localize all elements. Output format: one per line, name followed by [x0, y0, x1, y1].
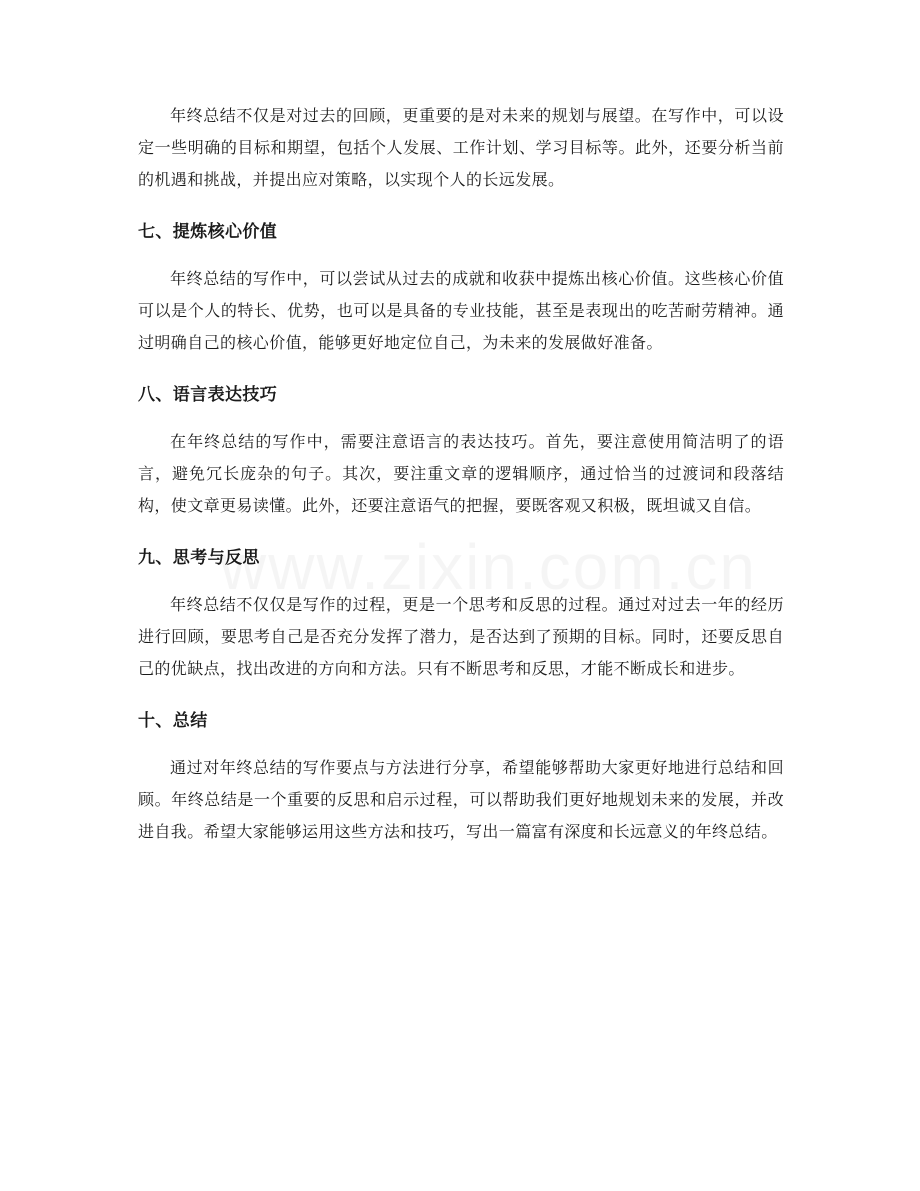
- section-heading-7: 七、提炼核心价值: [138, 222, 278, 242]
- document-content: [138, 100, 784, 848]
- section-paragraph-7: 年终总结的写作中，可以尝试从过去的成就和收获中提炼出核心价值。这些核心价值可以是个人的特长、优势，也可以是具备的专业技能，甚至是表现出的吃苦耐劳精神。通过明确自己的核心价值，能够更好地定位自己，为未来的发展做好准备。: [138, 269, 784, 352]
- section-heading-10: 十、总结: [138, 711, 208, 731]
- section-paragraph-10: 通过对年终总结的写作要点与方法进行分享，希望能够帮助大家更好地进行总结和回顾。年终总结是一个重要的反思和启示过程，可以帮助我们更好地规划未来的发展，并改进自我。希望大家能够运用这些方法和技巧，写出一篇富有深度和长远意义的年终总结。: [138, 758, 784, 841]
- section-heading-9: 九、思考与反思: [138, 548, 260, 568]
- section-heading-8: 八、语言表达技巧: [138, 385, 278, 405]
- section-paragraph-9: 年终总结不仅仅是写作的过程，更是一个思考和反思的过程。通过对过去一年的经历进行回顾，要思考自己是否充分发挥了潜力，是否达到了预期的目标。同时，还要反思自己的优缺点，找出改进的方向和方法。只有不断思考和反思，才能不断成长和进步。: [138, 595, 784, 678]
- intro-paragraph: 年终总结不仅是对过去的回顾，更重要的是对未来的规划与展望。在写作中，可以设定一些明确的目标和期望，包括个人发展、工作计划、学习目标等。此外，还要分析当前的机遇和挑战，并提出应对策略，以实现个人的长远发展。: [138, 106, 784, 189]
- section-paragraph-8: 在年终总结的写作中，需要注意语言的表达技巧。首先，要注意使用简洁明了的语言，避免冗长庞杂的句子。其次，要注重文章的逻辑顺序，通过恰当的过渡词和段落结构，使文章更易读懂。此外，还要注意语气的把握，要既客观又积极，既坦诚又自信。: [138, 432, 784, 515]
